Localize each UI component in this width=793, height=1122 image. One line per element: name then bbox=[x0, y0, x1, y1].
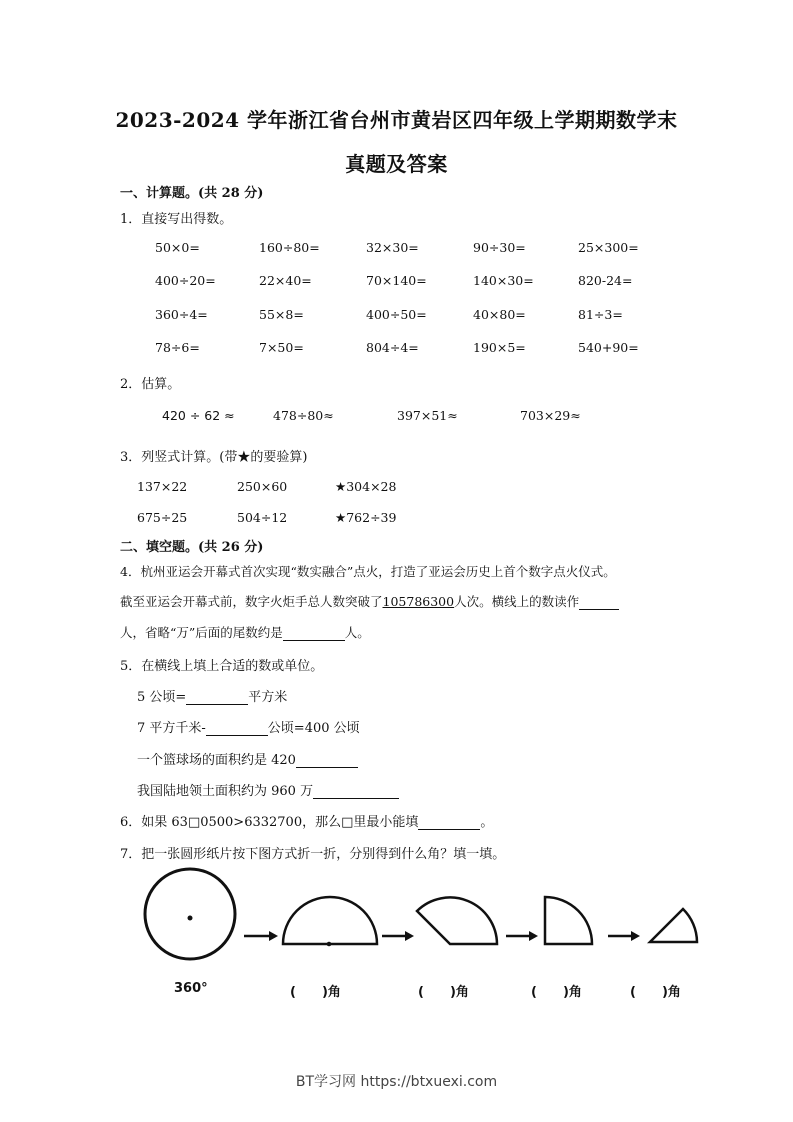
q4-blank-approx[interactable] bbox=[283, 626, 345, 641]
q1-cell: 25×300= bbox=[578, 240, 639, 255]
q1-cell: 540+90= bbox=[578, 340, 639, 355]
arrow-head bbox=[269, 931, 278, 941]
q1-cell: 55×8= bbox=[259, 307, 304, 322]
q4-line1: 4．杭州亚运会开幕式首次实现“数实融合”点火，打造了亚运会历史上首个数字点火仪式。 bbox=[120, 564, 616, 579]
q5-a bbox=[137, 686, 287, 705]
q5-a-unit: 平方米 bbox=[248, 690, 288, 705]
q1-cell: 50×0= bbox=[155, 240, 200, 255]
q5-c-text: 一个篮球场的面积约是 420 bbox=[137, 753, 296, 768]
section2-heading: 二、填空题。(共 26 分) bbox=[120, 540, 264, 555]
q3-label: 3．列竖式计算。(带★的要验算) bbox=[120, 450, 308, 465]
folding-diagram bbox=[140, 866, 720, 966]
semicircle-shape bbox=[283, 897, 377, 944]
q3-item: 137×22 bbox=[137, 479, 188, 494]
sector-45-shape bbox=[650, 909, 697, 942]
q5-d bbox=[137, 780, 399, 799]
q5-c-blank[interactable] bbox=[296, 753, 358, 768]
q5-a-blank[interactable] bbox=[186, 690, 248, 705]
q3-item: ★304×28 bbox=[335, 479, 397, 494]
q4-text-b: 人次。横线上的数读作 bbox=[454, 594, 580, 609]
q5-b bbox=[137, 717, 360, 736]
q3-item: 250×60 bbox=[237, 479, 288, 494]
q3-item: 675÷25 bbox=[137, 510, 188, 525]
q7-label: 7．把一张圆形纸片按下图方式折一折，分别得到什么角？填一填。 bbox=[120, 847, 506, 862]
fig-label-360: 360° bbox=[174, 981, 208, 996]
q1-cell: 90÷30= bbox=[473, 240, 526, 255]
semicircle-center-dot bbox=[327, 942, 332, 947]
q1-label: 1．直接写出得数。 bbox=[120, 212, 233, 227]
page-subtitle: 真题及答案 bbox=[345, 152, 448, 176]
q4-number: 105786300 bbox=[382, 594, 455, 609]
q5-d-text: 我国陆地领土面积约为 960 万 bbox=[137, 784, 314, 799]
q6-text: 6．如果 63□0500>6332700，那么□里最小能填 bbox=[120, 815, 419, 830]
arrow-head bbox=[529, 931, 538, 941]
q1-cell: 400÷50= bbox=[366, 307, 427, 322]
q1-cell: 190×5= bbox=[473, 340, 526, 355]
q4-line2 bbox=[120, 592, 619, 610]
q4-text-a: 截至亚运会开幕式前，数字火炬手总人数突破了 bbox=[120, 594, 383, 609]
arrow-head bbox=[631, 931, 640, 941]
q3-item: ★762÷39 bbox=[335, 510, 397, 525]
q4-text-c: 人，省略“万”后面的尾数约是 bbox=[120, 625, 283, 640]
q5-a-text: 5 公顷= bbox=[137, 690, 187, 705]
q5-b-text: 7 平方千米- bbox=[137, 721, 206, 736]
fig-label-angle[interactable]: ( )角 bbox=[531, 985, 582, 1000]
q6 bbox=[120, 811, 493, 830]
q1-cell: 7×50= bbox=[259, 340, 304, 355]
page-title: 2023-2024 学年浙江省台州市黄岩区四年级上学期期数学末 bbox=[115, 108, 678, 132]
q3-item: 504÷12 bbox=[237, 510, 288, 525]
q5-b-blank[interactable] bbox=[206, 721, 268, 736]
q6-blank[interactable] bbox=[418, 815, 480, 830]
q1-cell: 360÷4= bbox=[155, 307, 208, 322]
q2-item: 703×29≈ bbox=[520, 408, 581, 423]
fig-label-angle[interactable]: ( )角 bbox=[290, 985, 341, 1000]
q5-label: 5．在横线上填上合适的数或单位。 bbox=[120, 659, 324, 674]
quarter-circle-shape bbox=[545, 897, 592, 944]
q2-item: 397×51≈ bbox=[397, 408, 458, 423]
sector-135-shape bbox=[417, 897, 497, 944]
q1-cell: 160÷80= bbox=[259, 240, 320, 255]
section1-heading: 一、计算题。(共 28 分) bbox=[120, 186, 264, 201]
q1-cell: 804÷4= bbox=[366, 340, 419, 355]
fig-label-angle[interactable]: ( )角 bbox=[418, 985, 469, 1000]
q1-cell: 70×140= bbox=[366, 273, 427, 288]
q2-item: 478÷80≈ bbox=[273, 408, 334, 423]
q2-item: 420 ÷ 62 ≈ bbox=[162, 408, 235, 423]
q4-text-d: 人。 bbox=[344, 625, 370, 640]
q5-c bbox=[137, 749, 358, 768]
q1-cell: 32×30= bbox=[366, 240, 419, 255]
q5-b-unit: 公顷=400 公顷 bbox=[267, 721, 360, 736]
circle-center-dot bbox=[188, 916, 193, 921]
q6-end: 。 bbox=[480, 815, 494, 830]
q1-cell: 820-24= bbox=[578, 273, 633, 288]
q4-line3 bbox=[120, 623, 370, 641]
arrow-head bbox=[405, 931, 414, 941]
full-circle-shape bbox=[145, 869, 235, 959]
q1-cell: 81÷3= bbox=[578, 307, 623, 322]
q1-cell: 78÷6= bbox=[155, 340, 200, 355]
q2-label: 2．估算。 bbox=[120, 377, 181, 392]
footer-watermark: BT学习网 https://btxuexi.com bbox=[295, 1074, 498, 1090]
q5-d-blank[interactable] bbox=[313, 784, 399, 799]
fig-label-angle[interactable]: ( )角 bbox=[630, 985, 681, 1000]
q1-cell: 40×80= bbox=[473, 307, 526, 322]
q1-cell: 22×40= bbox=[259, 273, 312, 288]
q1-cell: 400÷20= bbox=[155, 273, 216, 288]
q4-blank-reading[interactable] bbox=[579, 595, 619, 610]
q1-cell: 140×30= bbox=[473, 273, 534, 288]
